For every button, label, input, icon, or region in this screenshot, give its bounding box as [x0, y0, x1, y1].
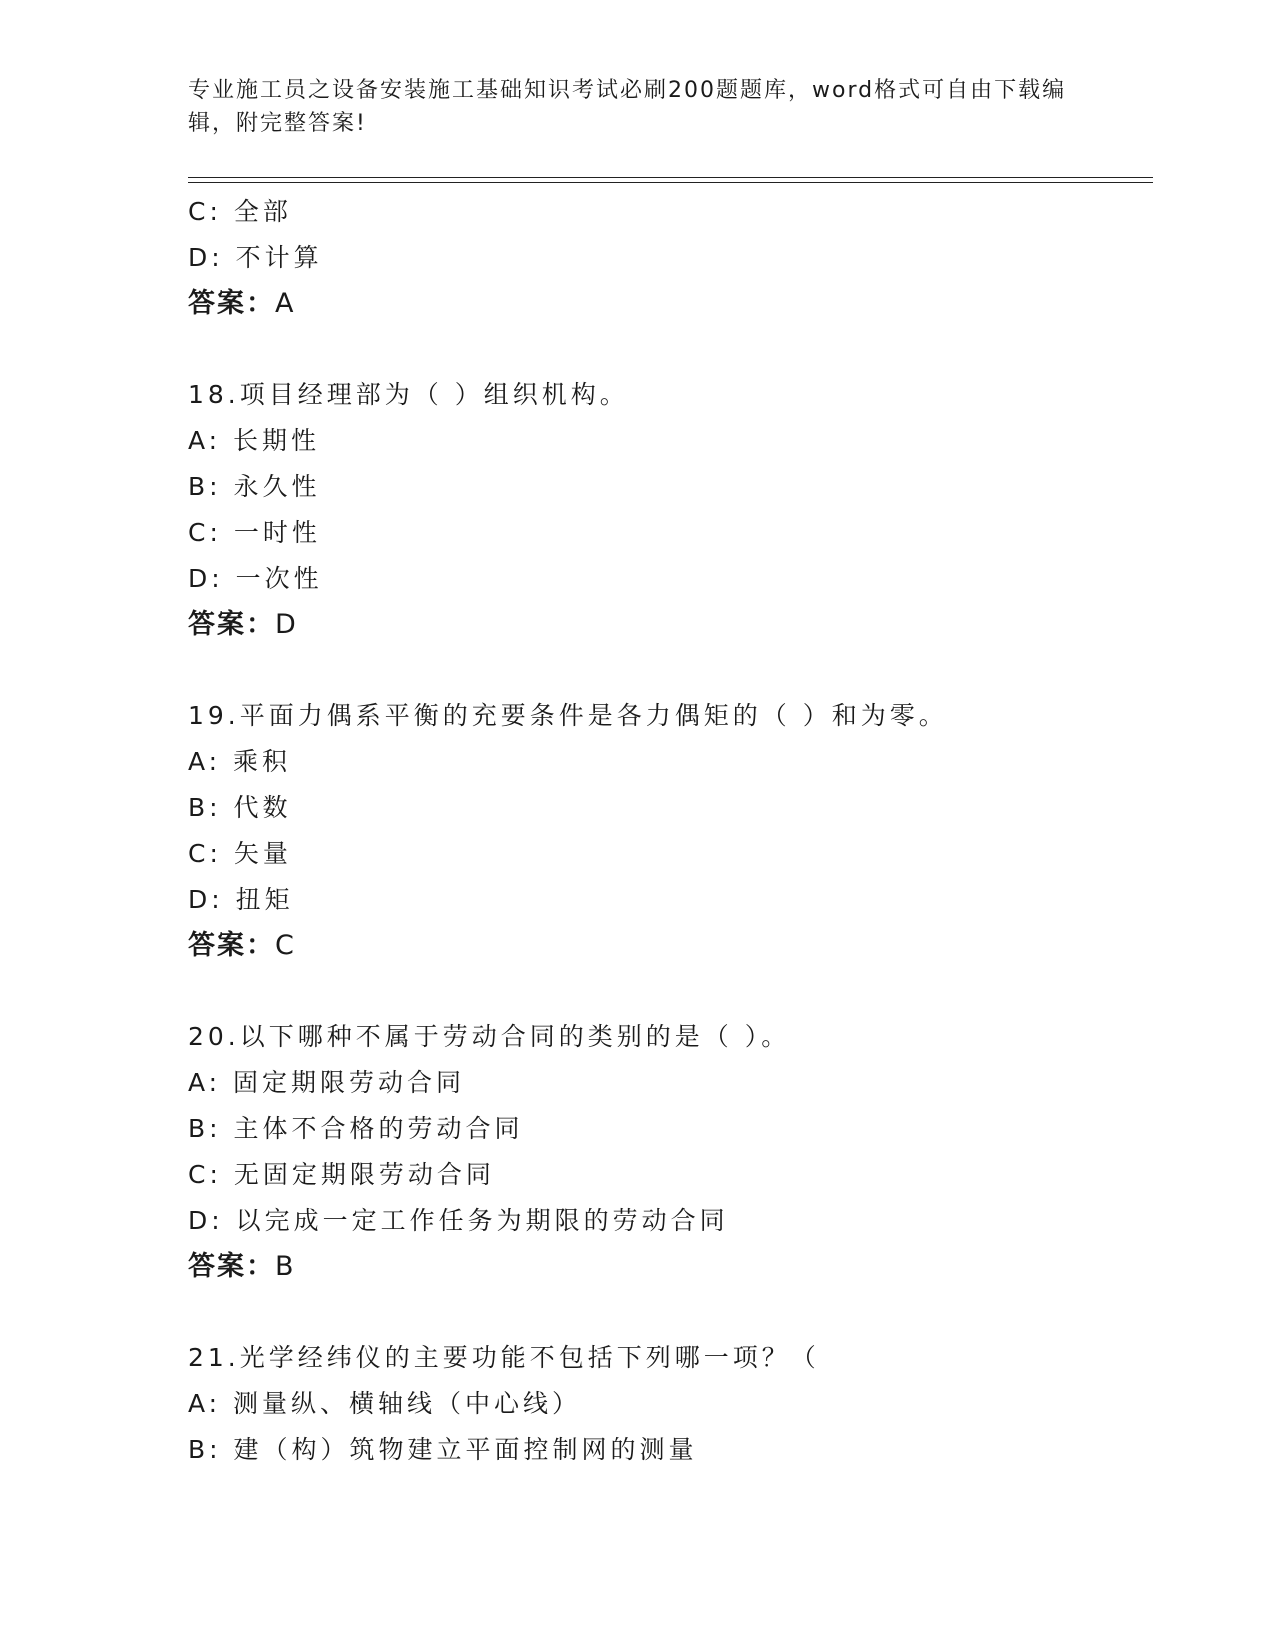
question-text: 项目经理部为（ ）组织机构。: [239, 380, 629, 409]
option-row: [188, 1106, 1148, 1152]
page-header: [188, 74, 1078, 140]
option-row: [188, 1198, 1148, 1244]
question-21: [188, 1335, 1148, 1473]
option-row: [188, 785, 1148, 831]
option-text: 主体不合格的劳动合同: [233, 1114, 524, 1143]
answer-label: 答案：: [188, 609, 275, 640]
option-row: [188, 510, 1148, 556]
option-row: [188, 1152, 1148, 1198]
partial-question: [188, 189, 1148, 327]
question-number: 19.: [188, 701, 240, 730]
option-row: [188, 1427, 1148, 1473]
option-text: 建（构）筑物建立平面控制网的测量: [233, 1435, 698, 1464]
option-row: [188, 739, 1148, 785]
question-number: 21.: [188, 1343, 240, 1372]
question-stem: [188, 693, 1148, 739]
answer-value: A: [275, 288, 296, 319]
option-label: D:: [188, 1206, 224, 1235]
option-label: A:: [188, 1068, 222, 1097]
answer-label: 答案：: [188, 288, 275, 319]
option-label: B:: [188, 1114, 222, 1143]
question-number: 18.: [188, 380, 240, 409]
header-title: 专业施工员之设备安装施工基础知识考试必刷200题题库，word格式可自由下载编辑，附完整答案!: [188, 78, 1067, 136]
option-row: [188, 877, 1148, 923]
option-text: 长期性: [233, 426, 321, 455]
option-label: D:: [188, 885, 224, 914]
question-text: 以下哪种不属于劳动合同的类别的是（ ）。: [239, 1022, 791, 1051]
answer-label: 答案：: [188, 930, 275, 961]
option-text: 测量纵、横轴线（中心线）: [233, 1389, 582, 1418]
question-text: 平面力偶系平衡的充要条件是各力偶矩的（ ）和为零。: [239, 701, 948, 730]
answer-row: [188, 923, 1148, 969]
option-text: 无固定期限劳动合同: [233, 1160, 495, 1189]
answer-label: 答案：: [188, 1251, 275, 1282]
question-number: 20.: [188, 1022, 240, 1051]
option-label: B:: [188, 793, 222, 822]
question-stem: [188, 372, 1148, 418]
option-row: [188, 556, 1148, 602]
answer-row: [188, 1244, 1148, 1290]
option-label: A:: [188, 426, 222, 455]
option-text: 矢量: [233, 839, 292, 868]
option-row: [188, 189, 1148, 235]
option-row: [188, 235, 1148, 281]
option-label: A:: [188, 1389, 222, 1418]
option-label: D:: [188, 564, 224, 593]
option-text: 不计算: [235, 243, 323, 272]
option-row: [188, 831, 1148, 877]
option-text: 一时性: [233, 518, 321, 547]
option-label: C:: [188, 197, 222, 226]
answer-value: C: [275, 930, 296, 961]
option-row: [188, 418, 1148, 464]
question-text: 光学经纬仪的主要功能不包括下列哪一项？（: [239, 1343, 820, 1372]
option-label: B:: [188, 1435, 222, 1464]
question-content: [188, 189, 1148, 1473]
answer-value: D: [275, 609, 298, 640]
option-label: D:: [188, 243, 224, 272]
header-divider-top: [188, 177, 1153, 178]
option-label: B:: [188, 472, 222, 501]
question-18: [188, 372, 1148, 648]
option-label: C:: [188, 839, 222, 868]
answer-value: B: [275, 1251, 296, 1282]
question-19: [188, 693, 1148, 969]
option-text: 乘积: [233, 747, 292, 776]
option-text: 扭矩: [235, 885, 294, 914]
option-label: C:: [188, 518, 222, 547]
option-row: [188, 1060, 1148, 1106]
option-text: 固定期限劳动合同: [233, 1068, 466, 1097]
option-text: 以完成一定工作任务为期限的劳动合同: [235, 1206, 729, 1235]
option-label: A:: [188, 747, 222, 776]
answer-row: [188, 281, 1148, 327]
question-20: [188, 1014, 1148, 1290]
option-text: 全部: [233, 197, 292, 226]
option-text: 永久性: [233, 472, 321, 501]
answer-row: [188, 602, 1148, 648]
question-stem: [188, 1014, 1148, 1060]
option-row: [188, 1381, 1148, 1427]
option-row: [188, 464, 1148, 510]
option-label: C:: [188, 1160, 222, 1189]
header-divider-bottom: [188, 182, 1153, 183]
question-stem: [188, 1335, 1148, 1381]
option-text: 代数: [233, 793, 292, 822]
option-text: 一次性: [235, 564, 323, 593]
